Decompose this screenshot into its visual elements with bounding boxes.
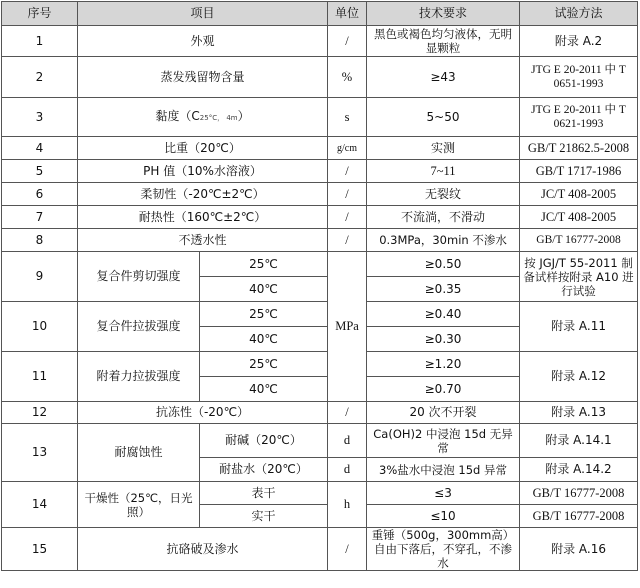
requirement-cell: ≥0.50 bbox=[367, 252, 520, 277]
seq-cell: 8 bbox=[2, 229, 78, 252]
header-seq: 序号 bbox=[2, 2, 78, 26]
requirement-cell: 重锤（500g，300mm高）自由下落后，不穿孔，不渗水 bbox=[367, 528, 520, 571]
table-row bbox=[2, 482, 638, 505]
table-row bbox=[2, 26, 638, 57]
method-cell: 附录 A.14.2 bbox=[520, 458, 638, 482]
header-row bbox=[2, 2, 638, 26]
unit-cell-mpa: MPa bbox=[328, 252, 367, 402]
unit-cell: / bbox=[328, 183, 367, 206]
seq-cell: 5 bbox=[2, 160, 78, 183]
unit-cell: g/cm bbox=[328, 137, 367, 160]
requirement-cell: 不流淌，不滑动 bbox=[367, 206, 520, 229]
table-row bbox=[2, 424, 638, 458]
method-cell: 按 JGJ/T 55-2011 制备试样按附录 A10 进行试验 bbox=[520, 252, 638, 302]
item-text: 黏度（C bbox=[155, 108, 200, 123]
seq-cell: 12 bbox=[2, 402, 78, 424]
requirement-cell: ≥0.40 bbox=[367, 302, 520, 327]
requirement-cell: ≥0.70 bbox=[367, 377, 520, 402]
subitem-cell: 25℃ bbox=[200, 302, 328, 327]
seq-cell: 6 bbox=[2, 183, 78, 206]
subitem-cell: 40℃ bbox=[200, 327, 328, 352]
method-cell: GB/T 16777-2008 bbox=[520, 229, 638, 252]
method-cell: JTG E 20-2011 中 T 0621-1993 bbox=[520, 98, 638, 137]
seq-cell: 2 bbox=[2, 57, 78, 98]
item-cell: 干燥性（25℃，日光照） bbox=[78, 482, 200, 528]
item-cell: 柔韧性（-20℃±2℃） bbox=[78, 183, 328, 206]
method-cell: GB/T 16777-2008 bbox=[520, 482, 638, 505]
item-cell: 耐热性（160℃±2℃） bbox=[78, 206, 328, 229]
seq-cell: 1 bbox=[2, 26, 78, 57]
item-cell: 抗冻性（-20℃） bbox=[78, 402, 328, 424]
method-cell: 附录 A.13 bbox=[520, 402, 638, 424]
unit-cell: / bbox=[328, 26, 367, 57]
requirement-cell: 黑色或褐色均匀液体，无明显颗粒 bbox=[367, 26, 520, 57]
table-row bbox=[2, 160, 638, 183]
table-row bbox=[2, 528, 638, 571]
subitem-cell: 25℃ bbox=[200, 252, 328, 277]
unit-cell: d bbox=[328, 458, 367, 482]
requirement-cell: ≥0.30 bbox=[367, 327, 520, 352]
method-cell: JC/T 408-2005 bbox=[520, 206, 638, 229]
table-row bbox=[2, 352, 638, 377]
requirement-cell: ≥43 bbox=[367, 57, 520, 98]
subitem-cell: 40℃ bbox=[200, 377, 328, 402]
seq-cell: 9 bbox=[2, 252, 78, 302]
unit-cell: d bbox=[328, 424, 367, 458]
subitem-cell: 表干 bbox=[200, 482, 328, 505]
table-row bbox=[2, 402, 638, 424]
subitem-cell: 耐碱（20℃） bbox=[200, 424, 328, 458]
requirement-cell: 20 次不开裂 bbox=[367, 402, 520, 424]
method-cell: GB/T 16777-2008 bbox=[520, 505, 638, 528]
item-cell bbox=[78, 98, 328, 137]
subitem-cell: 25℃ bbox=[200, 352, 328, 377]
seq-cell: 15 bbox=[2, 528, 78, 571]
requirement-cell: ≥0.35 bbox=[367, 277, 520, 302]
requirement-cell: ≤3 bbox=[367, 482, 520, 505]
item-subscript: 25°C， 4m bbox=[199, 113, 238, 122]
table-row bbox=[2, 229, 638, 252]
unit-cell: s bbox=[328, 98, 367, 137]
seq-cell: 3 bbox=[2, 98, 78, 137]
seq-cell: 10 bbox=[2, 302, 78, 352]
seq-cell: 13 bbox=[2, 424, 78, 482]
item-tail: ） bbox=[237, 108, 250, 123]
unit-cell: / bbox=[328, 402, 367, 424]
item-cell: 耐腐蚀性 bbox=[78, 424, 200, 482]
method-cell: 附录 A.16 bbox=[520, 528, 638, 571]
header-unit: 单位 bbox=[328, 2, 367, 26]
table-row bbox=[2, 57, 638, 98]
method-cell: GB/T 1717-1986 bbox=[520, 160, 638, 183]
unit-cell: h bbox=[328, 482, 367, 528]
subitem-cell: 耐盐水（20℃） bbox=[200, 458, 328, 482]
table-row bbox=[2, 302, 638, 327]
requirement-cell: 无裂纹 bbox=[367, 183, 520, 206]
unit-cell: % bbox=[328, 57, 367, 98]
seq-cell: 11 bbox=[2, 352, 78, 402]
requirement-cell: ≥1.20 bbox=[367, 352, 520, 377]
method-cell: 附录 A.14.1 bbox=[520, 424, 638, 458]
method-cell: JTG E 20-2011 中 T 0651-1993 bbox=[520, 57, 638, 98]
item-cell: 抗硌破及渗水 bbox=[78, 528, 328, 571]
table-row bbox=[2, 183, 638, 206]
item-cell: 复合件剪切强度 bbox=[78, 252, 200, 302]
method-cell: 附录 A.11 bbox=[520, 302, 638, 352]
requirement-cell: Ca(OH)2 中浸泡 15d 无异常 bbox=[367, 424, 520, 458]
table-row bbox=[2, 98, 638, 137]
spec-table bbox=[1, 1, 638, 571]
method-cell: 附录 A.12 bbox=[520, 352, 638, 402]
unit-cell: / bbox=[328, 229, 367, 252]
header-method: 试验方法 bbox=[520, 2, 638, 26]
item-cell: 不透水性 bbox=[78, 229, 328, 252]
requirement-cell: 3%盐水中浸泡 15d 异常 bbox=[367, 458, 520, 482]
unit-cell: / bbox=[328, 528, 367, 571]
seq-cell: 14 bbox=[2, 482, 78, 528]
unit-cell: / bbox=[328, 160, 367, 183]
seq-cell: 7 bbox=[2, 206, 78, 229]
requirement-cell: ≤10 bbox=[367, 505, 520, 528]
method-cell: JC/T 408-2005 bbox=[520, 183, 638, 206]
item-cell: 复合件拉拔强度 bbox=[78, 302, 200, 352]
table-row bbox=[2, 252, 638, 277]
table-row bbox=[2, 137, 638, 160]
requirement-cell: 0.3MPa，30min 不渗水 bbox=[367, 229, 520, 252]
requirement-cell: 5~50 bbox=[367, 98, 520, 137]
requirement-cell: 7~11 bbox=[367, 160, 520, 183]
method-cell: GB/T 21862.5-2008 bbox=[520, 137, 638, 160]
requirement-cell: 实测 bbox=[367, 137, 520, 160]
table-row bbox=[2, 206, 638, 229]
item-cell: 附着力拉拔强度 bbox=[78, 352, 200, 402]
header-item: 项目 bbox=[78, 2, 328, 26]
unit-cell: / bbox=[328, 206, 367, 229]
method-cell: 附录 A.2 bbox=[520, 26, 638, 57]
seq-cell: 4 bbox=[2, 137, 78, 160]
subitem-cell: 实干 bbox=[200, 505, 328, 528]
item-cell: 蒸发残留物含量 bbox=[78, 57, 328, 98]
subitem-cell: 40℃ bbox=[200, 277, 328, 302]
item-cell: 外观 bbox=[78, 26, 328, 57]
item-cell: PH 值（10%水溶液） bbox=[78, 160, 328, 183]
item-cell: 比重（20℃） bbox=[78, 137, 328, 160]
header-requirement: 技术要求 bbox=[367, 2, 520, 26]
